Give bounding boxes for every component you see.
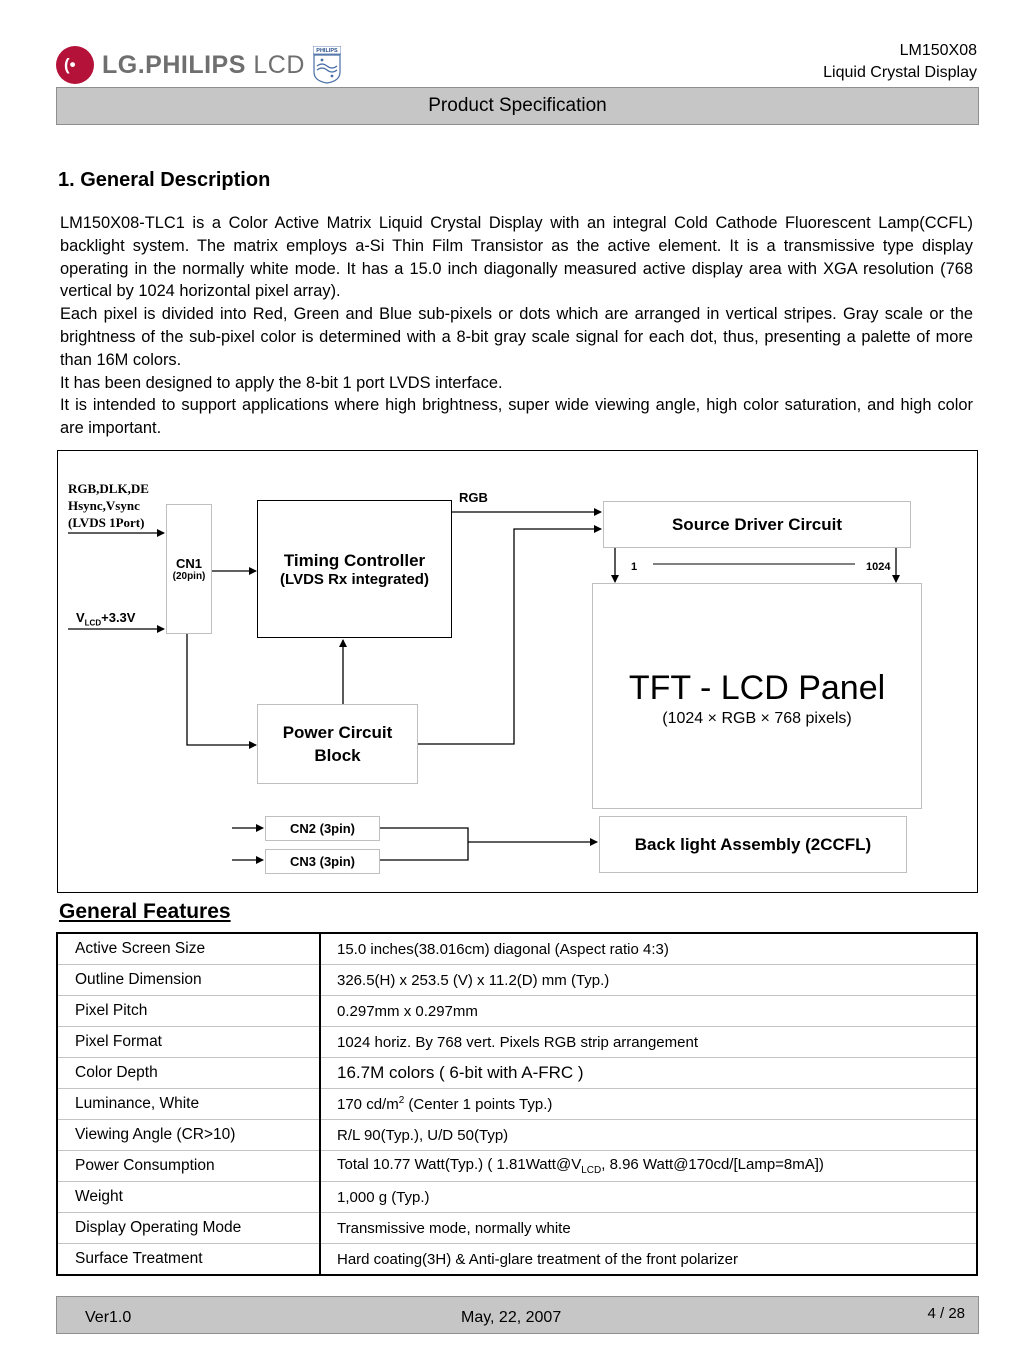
table-row <box>57 1213 977 1244</box>
table-row <box>57 996 977 1027</box>
paragraph: It is intended to support applications where high brightness, super wide viewing angle, high color saturation, and high color are important. <box>60 396 973 438</box>
tft-lcd-panel: TFT - LCD Panel (1024 × RGB × 768 pixels) <box>592 583 922 809</box>
page-number: 4 / 28 <box>927 1305 965 1322</box>
features-heading: General Features <box>59 900 231 923</box>
document-subtitle: Liquid Crystal Display <box>823 64 977 81</box>
table-row <box>57 1058 977 1089</box>
column-end-label: 1024 <box>866 561 891 573</box>
title-bar-text: Product Specification <box>428 95 607 116</box>
feature-label: Power Consumption <box>57 1151 320 1182</box>
table-row <box>57 1089 977 1120</box>
feature-value: R/L 90(Typ.), U/D 50(Typ) <box>320 1120 977 1151</box>
footer-date: May, 22, 2007 <box>461 1309 562 1326</box>
feature-label: Weight <box>57 1182 320 1213</box>
vlcd-label: $V_{LCD}+3.3V$ <box>76 610 136 628</box>
feature-label: Luminance, White <box>57 1089 320 1120</box>
table-row <box>57 1151 977 1182</box>
feature-label: Outline Dimension <box>57 965 320 996</box>
feature-label: Display Operating Mode <box>57 1213 320 1244</box>
svg-text:PHILIPS: PHILIPS <box>316 48 338 55</box>
lg-face-icon: (• <box>56 46 94 84</box>
footer-bar <box>56 1296 979 1334</box>
table-row <box>57 1182 977 1213</box>
section-heading: 1. General Description <box>58 169 271 191</box>
feature-value: Transmissive mode, normally white <box>320 1213 977 1244</box>
feature-value: Hard coating(3H) & Anti-glare treatment of the front polarizer <box>337 1250 739 1268</box>
column-start-label: 1 <box>631 561 638 573</box>
power-circuit-block: Power Circuit Block <box>257 704 418 784</box>
feature-value: 170 $cd/m^2$ (Center 1 points Typ.) <box>320 1089 977 1120</box>
feature-value: Total 10.77 Watt(Typ.) ( $1.81Watt@V_{LCD}$, 8.96 Watt@170cd/[Lamp=8mA]) <box>320 1151 977 1182</box>
backlight-assembly-block: Back light Assembly (2CCFL) <box>599 816 907 873</box>
cn3-connector: CN3 (3pin) <box>265 849 380 874</box>
paragraph: It has been designed to apply the 8-bit 1 port LVDS interface. <box>60 373 503 392</box>
footer-version: Ver1.0 <box>85 1309 132 1326</box>
feature-label: Color Depth <box>57 1058 320 1089</box>
input-signals-label: RGB,DLK,DE Hsync,Vsync (LVDS 1Port) <box>68 481 149 530</box>
feature-label: Active Screen Size <box>57 933 320 965</box>
feature-label: Surface Treatment <box>57 1244 320 1276</box>
paragraph: LM150X08-TLC1 is a Color Active Matrix Liquid Crystal Display with an integral Cold Cathode Fluorescent Lamp(CCFL) backlight system. The matrix employs a-Si Thin Film Transistor as the active element. It is a transmissive type display operating in the normally white mode. It has a 15.0 inch diagonally measured active display area with XGA resolution (768 vertical by 1024 horizontal pixel array). <box>60 214 973 301</box>
cn1-connector: CN1 (20pin) <box>166 504 212 634</box>
feature-value: 326.5(H) x 253.5 (V) x 11.2(D) mm (Typ.) <box>320 965 977 996</box>
description-text <box>60 212 973 440</box>
company-logo <box>56 44 341 86</box>
table-row <box>57 1244 977 1276</box>
cn2-to-backlight-line <box>380 828 468 842</box>
feature-label: Pixel Pitch <box>57 996 320 1027</box>
title-bar <box>56 87 979 125</box>
feature-label: Pixel Format <box>57 1027 320 1058</box>
source-driver-block: Source Driver Circuit <box>603 501 911 548</box>
cn2-connector: CN2 (3pin) <box>265 816 380 841</box>
feature-value: 16.7M colors ( 6-bit with A-FRC ) <box>320 1058 977 1089</box>
feature-value: 0.297mm x 0.297mm <box>320 996 977 1027</box>
table-row <box>57 1120 977 1151</box>
document-model: LM150X08 <box>899 42 977 59</box>
features-table <box>56 932 978 1276</box>
table-row <box>57 933 977 965</box>
block-diagram <box>57 450 978 893</box>
philips-shield-icon <box>313 46 341 84</box>
table-row <box>57 1027 977 1058</box>
paragraph: Each pixel is divided into Red, Green and Blue sub-pixels or dots which are arranged in vertical stripes. Gray scale or the brightness of the sub-pixel color is determined with a 8-bit gray scale signal for each dot, thus, presenting a palette of more than 16M colors. <box>60 305 973 369</box>
feature-value: 1024 horiz. By 768 vert. Pixels RGB strip arrangement <box>320 1027 977 1058</box>
table-row <box>57 965 977 996</box>
logo-text: LG.PHILIPS LCD <box>102 50 305 79</box>
feature-value: 1,000 g (Typ.) <box>320 1182 977 1213</box>
feature-label: Viewing Angle (CR>10) <box>57 1120 320 1151</box>
timing-controller-block: Timing Controller (LVDS Rx integrated) <box>257 500 452 638</box>
cn3-to-backlight-line <box>380 842 468 860</box>
feature-value: 15.0 inches(38.016cm) diagonal (Aspect ratio 4:3) <box>320 933 977 965</box>
rgb-label: RGB <box>459 490 488 505</box>
cn1-to-power-arrow <box>187 634 256 745</box>
